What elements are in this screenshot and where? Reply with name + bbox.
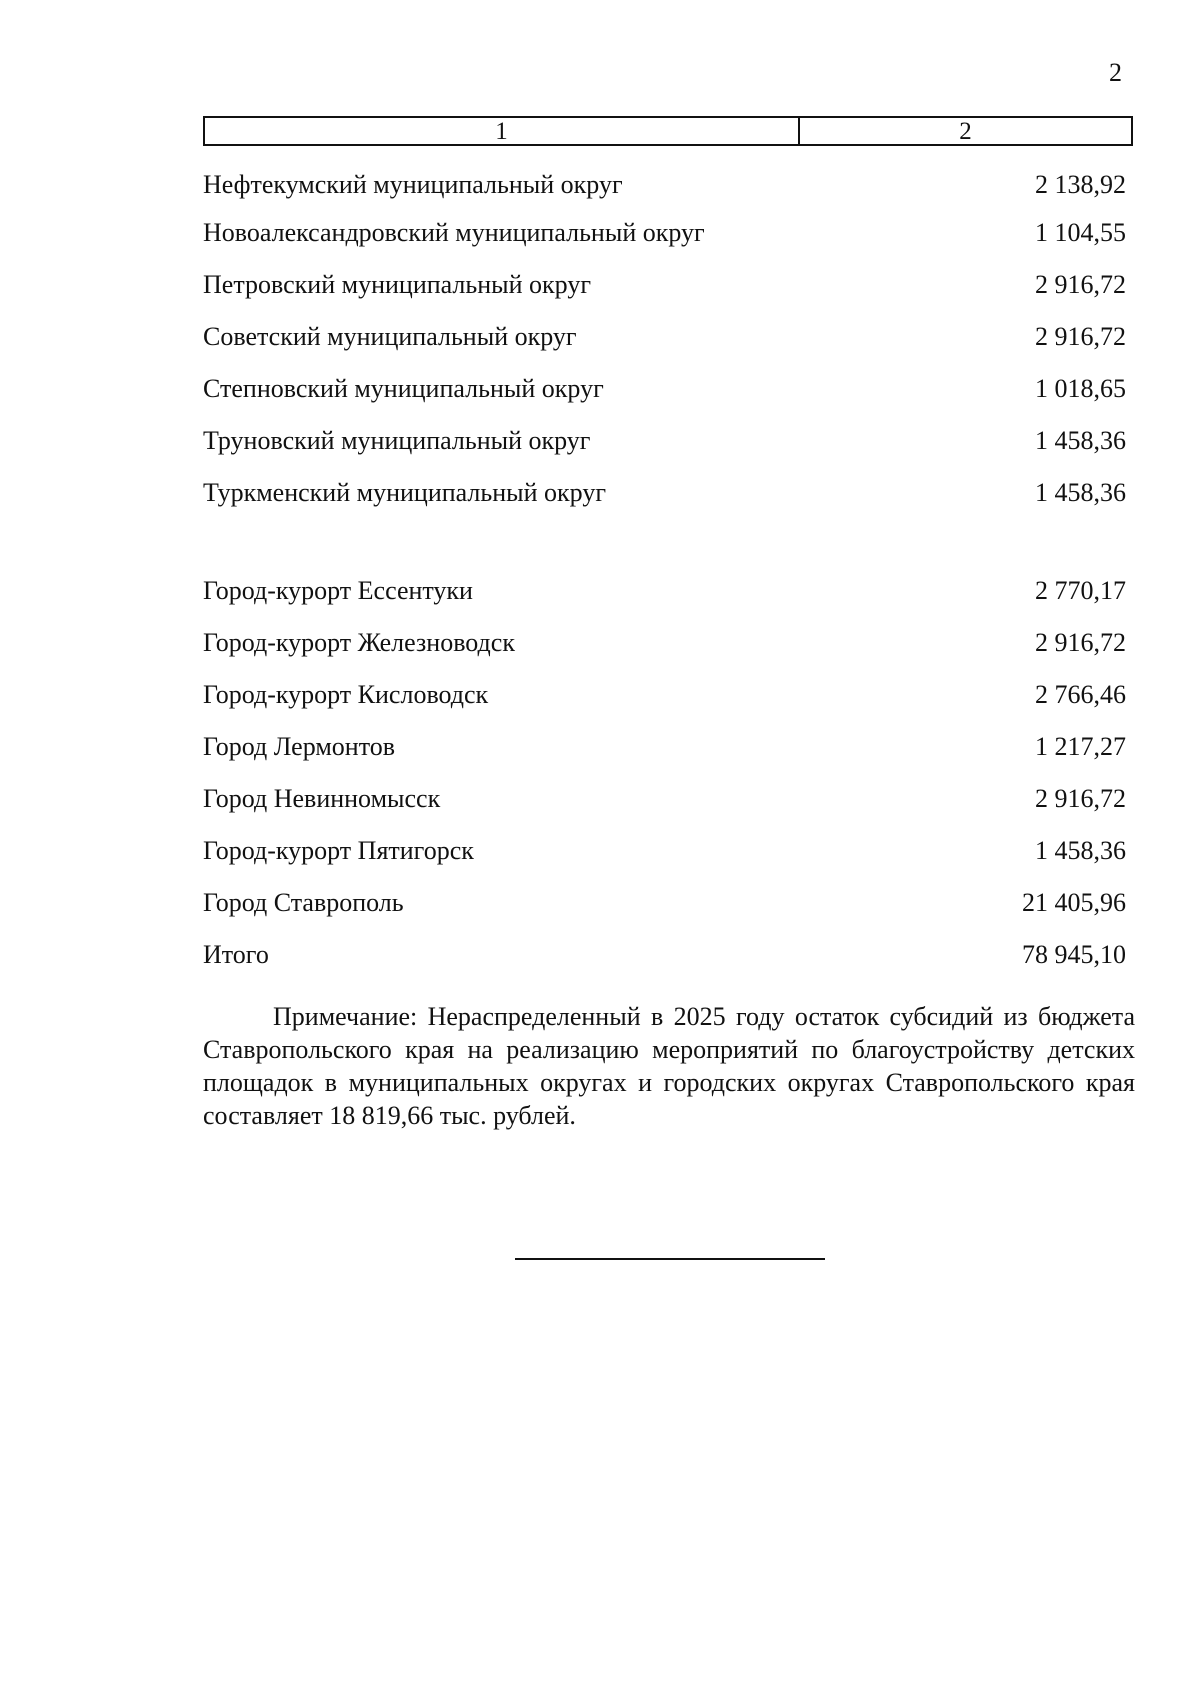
table-row	[203, 322, 1126, 356]
table-row	[203, 170, 1126, 204]
table-row	[203, 732, 1126, 766]
table-row	[203, 478, 1126, 512]
table-row	[203, 784, 1126, 818]
row-value: 1 458,36	[1035, 836, 1126, 865]
row-value: 2 916,72	[1035, 322, 1126, 351]
row-name: Город Лермонтов	[203, 732, 395, 761]
table-row	[203, 680, 1126, 714]
row-name: Степновский муниципальный округ	[203, 374, 604, 403]
row-name: Город-курорт Кисловодск	[203, 680, 489, 709]
row-name: Город-курорт Пятигорск	[203, 836, 474, 865]
row-value: 21 405,96	[1022, 888, 1126, 917]
row-name: Город-курорт Ессентуки	[203, 576, 473, 605]
table-header	[203, 116, 1133, 146]
row-value: 1 104,55	[1035, 218, 1126, 247]
row-name: Новоалександровский муниципальный округ	[203, 218, 705, 247]
row-name: Город Невинномысск	[203, 784, 441, 813]
table-row	[203, 270, 1126, 304]
row-value: 2 916,72	[1035, 270, 1126, 299]
table-row	[203, 888, 1126, 922]
table-row-total	[203, 940, 1126, 974]
row-name: Советский муниципальный округ	[203, 322, 577, 351]
page-number: 2	[1109, 58, 1122, 87]
note-paragraph: Примечание: Нераспределенный в 2025 году остаток субсидий из бюджета Ставропольского края на реализацию мероприятий по благоустройству детских площадок в муниципальных округах и городских округах Ставропольского края составляет 18 819,66 тыс. рублей.	[203, 1002, 1135, 1130]
row-value: 1 018,65	[1035, 374, 1126, 403]
table-row	[203, 836, 1126, 870]
row-name: Туркменский муниципальный округ	[203, 478, 606, 507]
row-name: Петровский муниципальный округ	[203, 270, 591, 299]
table-row	[203, 426, 1126, 460]
row-value: 1 458,36	[1035, 478, 1126, 507]
row-name: Нефтекумский муниципальный округ	[203, 170, 623, 199]
row-name: Итого	[203, 940, 269, 969]
row-value: 2 916,72	[1035, 628, 1126, 657]
row-value: 1 458,36	[1035, 426, 1126, 455]
row-value: 78 945,10	[1022, 940, 1126, 969]
row-value: 2 138,92	[1035, 170, 1126, 199]
table-row	[203, 374, 1126, 408]
closing-divider	[515, 1258, 825, 1260]
table-row	[203, 218, 1126, 252]
row-value: 2 916,72	[1035, 784, 1126, 813]
row-value: 2 770,17	[1035, 576, 1126, 605]
row-name: Город-курорт Железноводск	[203, 628, 515, 657]
row-name: Город Ставрополь	[203, 888, 404, 917]
table-row	[203, 628, 1126, 662]
table-row	[203, 576, 1126, 610]
row-name: Труновский муниципальный округ	[203, 426, 591, 455]
row-value: 2 766,46	[1035, 680, 1126, 709]
header-col-2: 2	[959, 117, 972, 145]
row-value: 1 217,27	[1035, 732, 1126, 761]
header-col-1: 1	[205, 118, 800, 144]
